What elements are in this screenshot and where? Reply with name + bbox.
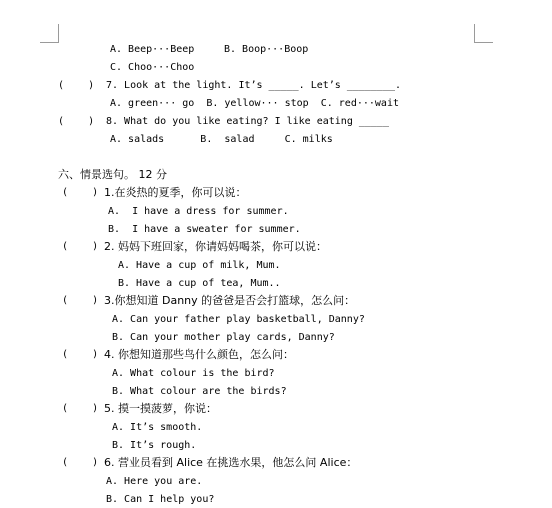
q8-question: 8. What do you like eating? I like eating _____ [106,116,389,127]
item5-stem: 5. 摸一摸菠萝，你说： [104,402,217,415]
q7-answer-paren: ( ) [58,80,95,91]
item2-option-a: A. Have a cup of milk, Mum. [118,260,281,271]
item6-option-a: A. Here you are. [106,476,203,487]
item6-stem: 6. 营业员看到 Alice 在挑选水果，他怎么问 Alice： [104,456,358,469]
item5-option-b: B. It’s rough. [112,440,197,451]
section-6-heading: 六、情景选句。 12 分 [58,168,167,181]
item4-stem: 4. 你想知道那些鸟什么颜色，怎么问： [104,348,294,361]
item1-stem: 1.在炎热的夏季，你可以说： [104,186,247,199]
q6-option-b: B. Boop···Boop [224,44,309,55]
item5-option-a: A. It’s smooth. [112,422,203,433]
item4-option-b: B. What colour are the birds? [112,386,287,397]
item1-option-a: A. I have a dress for summer. [108,206,289,217]
item3-answer-paren: ( ) [62,295,99,306]
q8-answer-paren: ( ) [58,116,95,127]
page-corner-mark-top-right [474,24,493,43]
item6-option-b: B. Can I help you? [106,494,215,505]
q6-option-c: C. Choo···Choo [110,62,195,73]
item1-answer-paren: ( ) [62,187,99,198]
q7-question: 7. Look at the light. It’s _____. Let’s ________. [106,80,402,91]
item2-stem: 2. 妈妈下班回家，你请妈妈喝茶，你可以说： [104,240,327,253]
q6-option-a: A. Beep···Beep [110,44,195,55]
item6-answer-paren: ( ) [62,457,99,468]
item4-answer-paren: ( ) [62,349,99,360]
page-corner-mark-top-left [40,24,59,43]
item2-answer-paren: ( ) [62,241,99,252]
item3-stem: 3.你想知道 Danny 的爸爸是否会打篮球，怎么问： [104,294,356,307]
item4-option-a: A. What colour is the bird? [112,368,275,379]
item2-option-b: B. Have a cup of tea, Mum.. [118,278,281,289]
q7-options: A. green··· go B. yellow··· stop C. red···wait [110,98,399,109]
item3-option-b: B. Can your mother play cards, Danny? [112,332,335,343]
q8-options: A. salads B. salad C. milks [110,134,333,145]
item3-option-a: A. Can your father play basketball, Danny? [112,314,365,325]
item1-option-b: B. I have a sweater for summer. [108,224,301,235]
item5-answer-paren: ( ) [62,403,99,414]
